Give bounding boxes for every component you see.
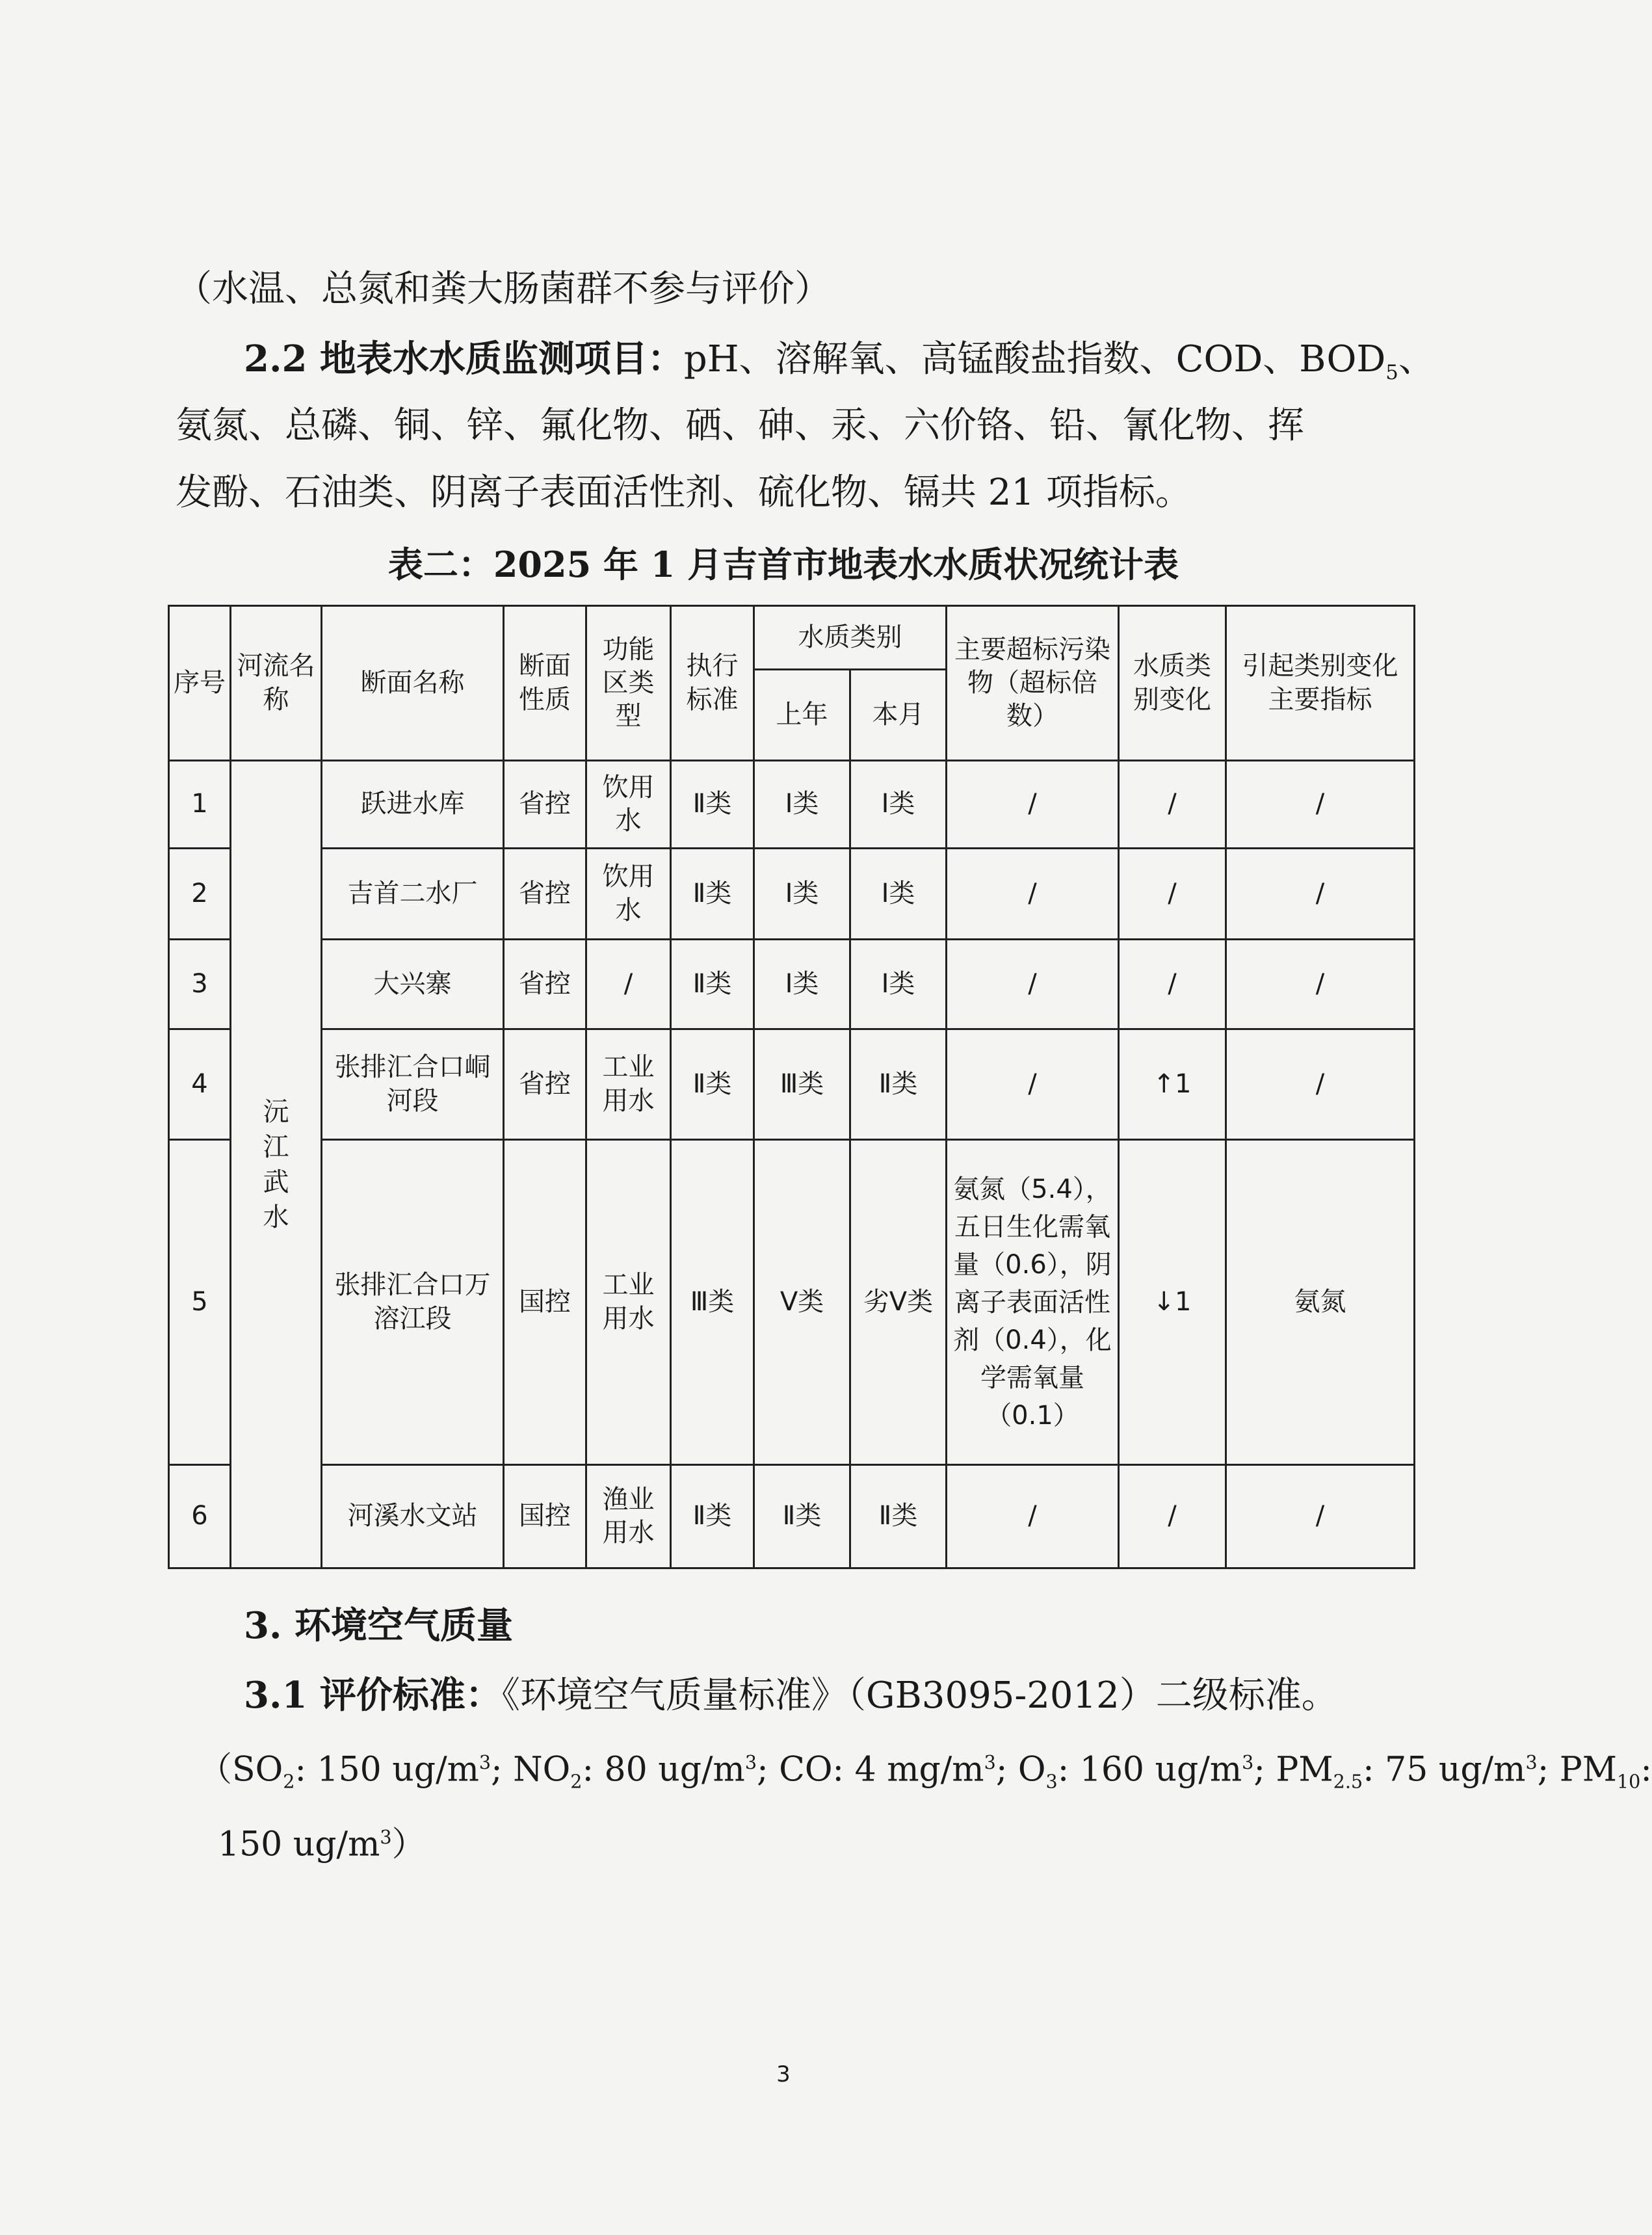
- cell-this-month: Ⅱ类: [850, 1465, 947, 1568]
- cell-standard: Ⅱ类: [671, 1465, 754, 1568]
- cell-seq: 4: [169, 1029, 231, 1140]
- o3-value: : 160 ug/m: [1057, 1750, 1242, 1790]
- o3-sub: 3: [1045, 1770, 1058, 1793]
- cell-seq: 2: [169, 849, 231, 940]
- table-row: [169, 849, 1415, 940]
- cell-this-month: Ⅰ类: [850, 940, 947, 1029]
- air-limits-line1: [198, 1736, 1652, 1808]
- pm25-value: : 75 ug/m: [1363, 1750, 1526, 1790]
- cell-indicator: /: [1226, 1465, 1415, 1568]
- cell-standard: Ⅱ类: [671, 940, 754, 1029]
- header-river: 河流名称: [231, 606, 322, 761]
- so2-value: : 150 ug/m: [295, 1750, 479, 1790]
- limits-open: （SO: [198, 1750, 283, 1790]
- cell-indicator: /: [1226, 1029, 1415, 1140]
- water-quality-table: [168, 605, 1415, 1569]
- header-standard: 执行标准: [671, 606, 754, 761]
- no2-value: : 80 ug/m: [582, 1750, 745, 1790]
- cell-type: 省控: [504, 1029, 586, 1140]
- no2-label: ; NO: [491, 1750, 571, 1790]
- pm10-sup: 3: [380, 1826, 392, 1848]
- cell-type: 省控: [504, 849, 586, 940]
- bod-subscript: 5: [1385, 361, 1398, 385]
- cell-zone: /: [586, 940, 671, 1029]
- cell-pollutants: /: [947, 940, 1119, 1029]
- cell-section: 张排汇合口峒河段: [322, 1029, 504, 1140]
- cell-standard: Ⅱ类: [671, 849, 754, 940]
- cell-change: /: [1119, 761, 1226, 849]
- no2-sup: 3: [744, 1751, 757, 1773]
- cell-zone: 工业用水: [586, 1029, 671, 1140]
- cell-this-month: Ⅱ类: [850, 1029, 947, 1140]
- cell-section: 张排汇合口万溶江段: [322, 1140, 504, 1465]
- table-row: [169, 1465, 1415, 1568]
- cell-zone: 饮用水: [586, 761, 671, 849]
- o3-label: ; O: [995, 1750, 1046, 1790]
- river-name-text: 沅江武水: [263, 1096, 289, 1232]
- cell-type: 省控: [504, 940, 586, 1029]
- cell-zone: 饮用水: [586, 849, 671, 940]
- cell-change: /: [1119, 1465, 1226, 1568]
- cell-last-year: Ⅲ类: [754, 1029, 850, 1140]
- header-cause-indicator: 引起类别变化主要指标: [1226, 606, 1415, 761]
- cell-change: ↓1: [1119, 1140, 1226, 1465]
- limits-close: ）: [391, 1825, 426, 1864]
- section-3-1-standard: 《环境空气质量标准》（GB3095-2012）二级标准。: [501, 1674, 1338, 1717]
- cell-pollutants: 氨氮（5.4），五日生化需氧量（0.6），阴离子表面活性剂（0.4），化学需氧量（0.1）: [947, 1140, 1119, 1465]
- section-3-1-heading: 3.1 评价标准：: [244, 1674, 502, 1717]
- table-row: [169, 1140, 1415, 1465]
- cell-indicator: /: [1226, 849, 1415, 940]
- cell-indicator: /: [1226, 761, 1415, 849]
- pm10-value: 150 ug/m: [218, 1825, 380, 1864]
- cell-zone: 渔业用水: [586, 1465, 671, 1568]
- air-limits-line2: [218, 1811, 426, 1870]
- header-section-type: 断面性质: [504, 606, 586, 761]
- table-header-row-1: [169, 606, 1415, 670]
- cell-pollutants: /: [947, 1465, 1119, 1568]
- cell-last-year: Ⅰ类: [754, 761, 850, 849]
- cell-seq: 3: [169, 940, 231, 1029]
- pm25-sup: 3: [1525, 1751, 1538, 1773]
- cell-type: 国控: [504, 1465, 586, 1568]
- table-row: [169, 1029, 1415, 1140]
- cell-standard: Ⅲ类: [671, 1140, 754, 1465]
- header-this-month: 本月: [850, 670, 947, 761]
- table-row: [169, 940, 1415, 1029]
- cell-this-month: Ⅰ类: [850, 761, 947, 849]
- cell-section: 吉首二水厂: [322, 849, 504, 940]
- so2-sup: 3: [479, 1751, 492, 1773]
- cell-last-year: Ⅴ类: [754, 1140, 850, 1465]
- cell-seq: 1: [169, 761, 231, 849]
- pm10-sub: 10: [1616, 1770, 1641, 1793]
- section-2-2-heading: 2.2 地表水水质监测项目：: [244, 337, 684, 380]
- co-sup: 3: [984, 1751, 996, 1773]
- table-row: [169, 761, 1415, 849]
- section-2-2-line1: [244, 333, 1435, 399]
- header-quality-class: 水质类别: [754, 606, 947, 670]
- header-last-year: 上年: [754, 670, 850, 761]
- cell-indicator: 氨氮: [1226, 1140, 1415, 1465]
- cell-change: /: [1119, 849, 1226, 940]
- cell-indicator: /: [1226, 940, 1415, 1029]
- intro-line: （水温、总氮和粪大肠菌群不参与评价）: [176, 268, 831, 310]
- page-number: 3: [776, 2061, 791, 2087]
- header-section-name: 断面名称: [322, 606, 504, 761]
- so2-sub: 2: [283, 1770, 295, 1793]
- cell-zone: 工业用水: [586, 1140, 671, 1465]
- cell-standard: Ⅱ类: [671, 1029, 754, 1140]
- cell-pollutants: /: [947, 761, 1119, 849]
- cell-this-month: 劣Ⅴ类: [850, 1140, 947, 1465]
- section-2-2-line3: 发酚、石油类、阴离子表面活性剂、硫化物、镉共 21 项指标。: [176, 471, 1192, 514]
- cell-last-year: Ⅱ类: [754, 1465, 850, 1568]
- cell-river-name: [231, 761, 322, 1568]
- co-value: ; CO: 4 mg/m: [757, 1750, 984, 1790]
- header-class-change: 水质类别变化: [1119, 606, 1226, 761]
- table-caption: 表二：2025 年 1 月吉首市地表水水质状况统计表: [387, 544, 1179, 585]
- cell-pollutants: /: [947, 849, 1119, 940]
- section-2-2-text: pH、溶解氧、高锰酸盐指数、COD、BOD: [683, 338, 1386, 380]
- cell-type: 省控: [504, 761, 586, 849]
- cell-section: 跃进水库: [322, 761, 504, 849]
- section-3-1-line: [244, 1669, 1338, 1722]
- pm10-colon: :: [1640, 1750, 1652, 1790]
- cell-section: 河溪水文站: [322, 1465, 504, 1568]
- cell-pollutants: /: [947, 1029, 1119, 1140]
- section-3-heading: 3. 环境空气质量: [244, 1604, 513, 1647]
- section-2-2-line2: 氨氮、总磷、铜、锌、氟化物、硒、砷、汞、六价铬、铅、氰化物、挥: [176, 404, 1304, 447]
- section-2-2-tail: 、: [1398, 338, 1435, 380]
- no2-sub: 2: [570, 1770, 583, 1793]
- cell-standard: Ⅱ类: [671, 761, 754, 849]
- cell-section: 大兴寨: [322, 940, 504, 1029]
- header-seq: 序号: [169, 606, 231, 761]
- pm25-label: ; PM: [1253, 1750, 1333, 1790]
- header-function-zone: 功能区类型: [586, 606, 671, 761]
- cell-seq: 5: [169, 1140, 231, 1465]
- cell-last-year: Ⅰ类: [754, 940, 850, 1029]
- pm10-label: ; PM: [1537, 1750, 1617, 1790]
- cell-seq: 6: [169, 1465, 231, 1568]
- cell-last-year: Ⅰ类: [754, 849, 850, 940]
- cell-this-month: Ⅰ类: [850, 849, 947, 940]
- o3-sup: 3: [1242, 1751, 1254, 1773]
- header-main-pollutants: 主要超标污染物（超标倍数）: [947, 606, 1119, 761]
- cell-type: 国控: [504, 1140, 586, 1465]
- cell-change: /: [1119, 940, 1226, 1029]
- pm25-sub: 2.5: [1333, 1770, 1363, 1793]
- cell-change: ↑1: [1119, 1029, 1226, 1140]
